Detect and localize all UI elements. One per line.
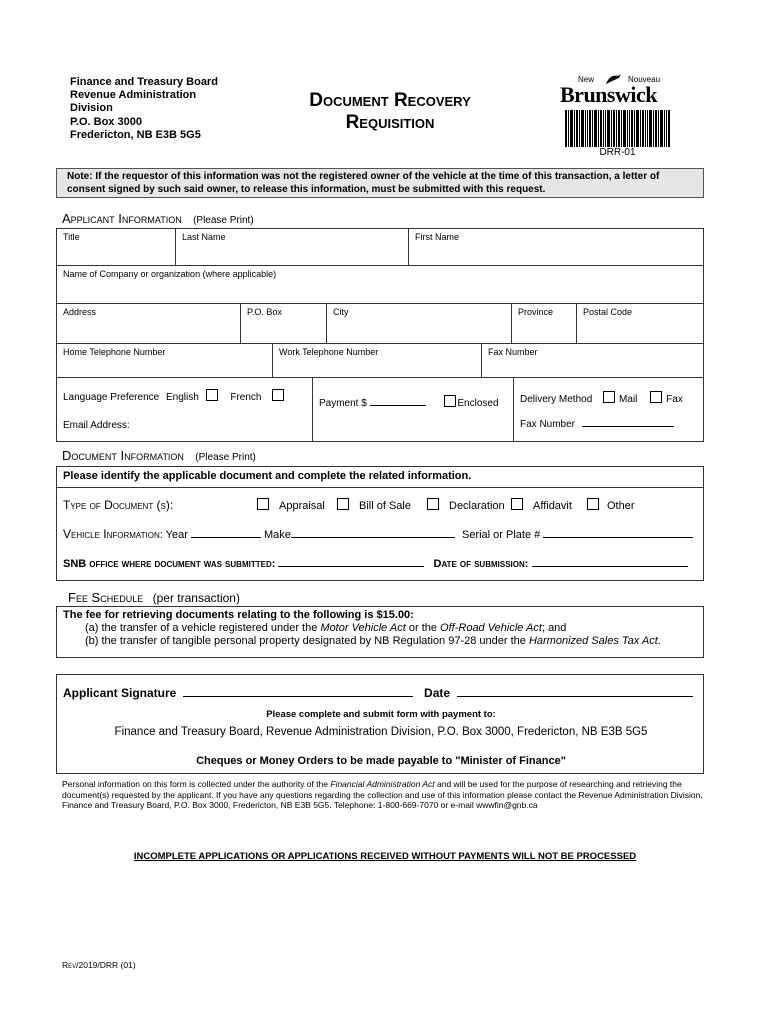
nb-logo — [560, 72, 675, 107]
make-field[interactable] — [291, 537, 455, 538]
year-field[interactable] — [191, 537, 261, 538]
fee-main-line: The fee for retrieving documents relating to the following is $15.00: — [63, 609, 414, 621]
affidavit-checkbox[interactable] — [511, 498, 523, 510]
address-line: P.O. Box 3000 — [70, 115, 142, 128]
document-instruction: Please identify the applicable document and complete the related information. — [63, 470, 472, 482]
fee-item-a-text: (a) the transfer of a vehicle registered under the — [85, 622, 321, 634]
province-label: Province — [518, 307, 554, 317]
title-line-1: Document Recovery — [309, 90, 471, 111]
bill-of-sale-checkbox[interactable] — [337, 498, 349, 510]
work-phone-label: Work Telephone Number — [279, 347, 379, 357]
serial-label: Serial or Plate # — [461, 529, 541, 541]
enclosed-label: Enclosed — [457, 398, 499, 409]
address-line: Fredericton, NB E3B 5G5 — [70, 128, 201, 141]
other-checkbox[interactable] — [587, 498, 599, 510]
signature-row — [63, 686, 693, 700]
privacy-text-2: and will be used for the purpose of researching and retrieving the document(s) requested by the applicant. If you have any questions regarding the collection and use of this information please contact the Revenue Administration Division, Finance and Treasury Board, P.O. Box 3000, Fredericton, NB E3B 5G5. Telephone: 1-800-669-7070 or e-mail wwwfin@gnb.ca — [62, 779, 703, 810]
declaration-checkbox[interactable] — [427, 498, 439, 510]
fax-number-field[interactable] — [481, 343, 704, 378]
affidavit-label: Affidavit — [533, 500, 572, 512]
delivery-method-label: Delivery Method — [520, 394, 593, 405]
delivery-fax-field[interactable] — [582, 426, 674, 427]
title-label: Title — [63, 232, 80, 242]
submit-note: Please complete and submit form with payment to: — [266, 709, 496, 720]
applicant-heading — [62, 211, 254, 226]
office-address — [70, 76, 218, 142]
privacy-text-1: Personal information on this form is collected under the authority of the — [62, 779, 331, 789]
vehicle-label: Vehicle Information — [63, 527, 160, 541]
hst-act: Harmonized Sales Tax Act — [528, 635, 658, 647]
city-label: City — [333, 307, 349, 317]
logo-new: New — [578, 75, 595, 84]
fax-label: Fax — [666, 394, 683, 405]
french-label: French — [230, 392, 262, 403]
snb-row — [63, 558, 699, 570]
delivery-fax-label: Fax Number — [520, 419, 576, 430]
form-code: DRR-01 — [599, 147, 636, 158]
english-label: English — [165, 392, 199, 403]
language-cell — [56, 377, 313, 442]
document-heading-note: (Please Print) — [195, 452, 256, 463]
form-title — [260, 90, 520, 134]
declaration-label: Declaration — [449, 500, 505, 512]
applicant-heading-title: Applicant Information — [62, 211, 182, 226]
fee-heading — [68, 590, 240, 605]
consent-note: Note: If the requestor of this information was not the registered owner of the vehicle at the time of this transaction, a letter of consent signed by such said owner, to release this information, must be submitted with this request. — [56, 168, 704, 198]
document-type-label: Type of Document (s): — [63, 498, 174, 512]
enclosed-checkbox[interactable] — [444, 395, 456, 407]
payment-amount-field[interactable] — [370, 405, 426, 406]
fee-item-a-mid: or the — [405, 622, 441, 634]
province-field[interactable] — [511, 303, 577, 344]
document-box — [56, 466, 704, 581]
company-label: Name of Company or organization (where applicable) — [63, 269, 277, 279]
last-name-field[interactable] — [175, 228, 409, 266]
signature-label: Applicant Signature — [63, 686, 177, 700]
fee-heading-note: (per transaction) — [152, 591, 240, 605]
fee-box — [56, 606, 704, 658]
applicant-heading-note: (Please Print) — [193, 215, 254, 226]
logo-nouveau: Nouveau — [628, 75, 661, 84]
fee-item-a-end: ; and — [541, 622, 567, 634]
logo-brunswick: Brunswick — [560, 82, 657, 107]
privacy-statement — [62, 779, 706, 811]
address-label: Address — [63, 307, 97, 317]
last-name-label: Last Name — [182, 232, 226, 242]
mail-checkbox[interactable] — [603, 391, 615, 403]
year-label: : Year — [159, 529, 188, 541]
financial-admin-act: Financial Administration Act — [330, 779, 435, 789]
postal-code-field[interactable] — [576, 303, 704, 344]
date-submission-field[interactable] — [532, 566, 688, 567]
appraisal-label: Appraisal — [279, 500, 325, 512]
payment-cell — [312, 377, 514, 442]
fee-item-b — [85, 635, 697, 647]
mail-label: Mail — [619, 394, 638, 405]
email-label: Email Address: — [63, 420, 130, 431]
vehicle-row — [63, 527, 699, 541]
date-field[interactable] — [457, 696, 693, 697]
signature-field[interactable] — [183, 696, 413, 697]
applicant-grid — [56, 228, 704, 442]
address-line: Finance and Treasury Board — [70, 76, 218, 88]
fee-item-b-text: (b) the transfer of tangible personal property designated by NB Regulation 97-28 under the — [85, 635, 529, 647]
serial-field[interactable] — [543, 537, 693, 538]
appraisal-checkbox[interactable] — [257, 498, 269, 510]
snb-office-field[interactable] — [278, 566, 424, 567]
document-heading — [62, 448, 256, 463]
postal-code-label: Postal Code — [583, 307, 633, 317]
home-phone-field[interactable] — [56, 343, 273, 378]
motor-vehicle-act: Motor Vehicle Act — [320, 622, 406, 634]
title-field[interactable] — [56, 228, 176, 266]
address-field[interactable] — [56, 303, 241, 344]
date-label: Date — [424, 686, 451, 700]
incomplete-warning: INCOMPLETE APPLICATIONS OR APPLICATIONS RECEIVED WITHOUT PAYMENTS WILL NOT BE PROCESSED — [133, 851, 637, 862]
snb-office-label: SNB office where document was submitted: — [63, 558, 276, 570]
fee-item-b-end: . — [657, 635, 661, 647]
revision-code: Rev/2019/DRR (01) — [62, 960, 136, 970]
po-box-field[interactable] — [240, 303, 327, 344]
address-line: Division — [70, 102, 113, 115]
work-phone-field[interactable] — [272, 343, 482, 378]
french-checkbox[interactable] — [272, 389, 284, 401]
fax-number-label: Fax Number — [488, 347, 538, 357]
home-phone-label: Home Telephone Number — [63, 347, 166, 357]
company-field[interactable] — [56, 265, 704, 304]
city-field[interactable] — [326, 303, 512, 344]
make-label: Make — [264, 529, 291, 541]
signature-box — [56, 674, 704, 774]
payment-label: Payment $ — [319, 398, 367, 409]
first-name-label: First Name — [415, 232, 460, 242]
title-line-2: Requisition — [345, 112, 435, 133]
english-checkbox[interactable] — [206, 389, 218, 401]
cheques-note: Cheques or Money Orders to be made payable to "Minister of Finance" — [196, 755, 566, 767]
delivery-cell — [513, 377, 704, 442]
first-name-field[interactable] — [408, 228, 704, 266]
fee-item-a — [85, 622, 697, 634]
barcode-icon — [565, 110, 670, 147]
bill-of-sale-label: Bill of Sale — [359, 500, 411, 512]
off-road-act: Off-Road Vehicle Act — [440, 622, 542, 634]
address-line: Revenue Administration — [70, 89, 197, 102]
date-submission-label: Date of submission: — [433, 558, 529, 570]
submit-address: Finance and Treasury Board, Revenue Administration Division, P.O. Box 3000, Fredericton, NB E3B 5G5 — [114, 726, 648, 738]
po-box-label: P.O. Box — [247, 307, 282, 317]
fee-heading-title: Fee Schedule — [68, 590, 144, 605]
document-type-row — [63, 498, 699, 512]
document-heading-title: Document Information — [62, 448, 184, 463]
fax-checkbox[interactable] — [650, 391, 662, 403]
other-label: Other — [607, 500, 635, 512]
divider — [57, 487, 703, 488]
language-label: Language Preference — [63, 392, 160, 403]
